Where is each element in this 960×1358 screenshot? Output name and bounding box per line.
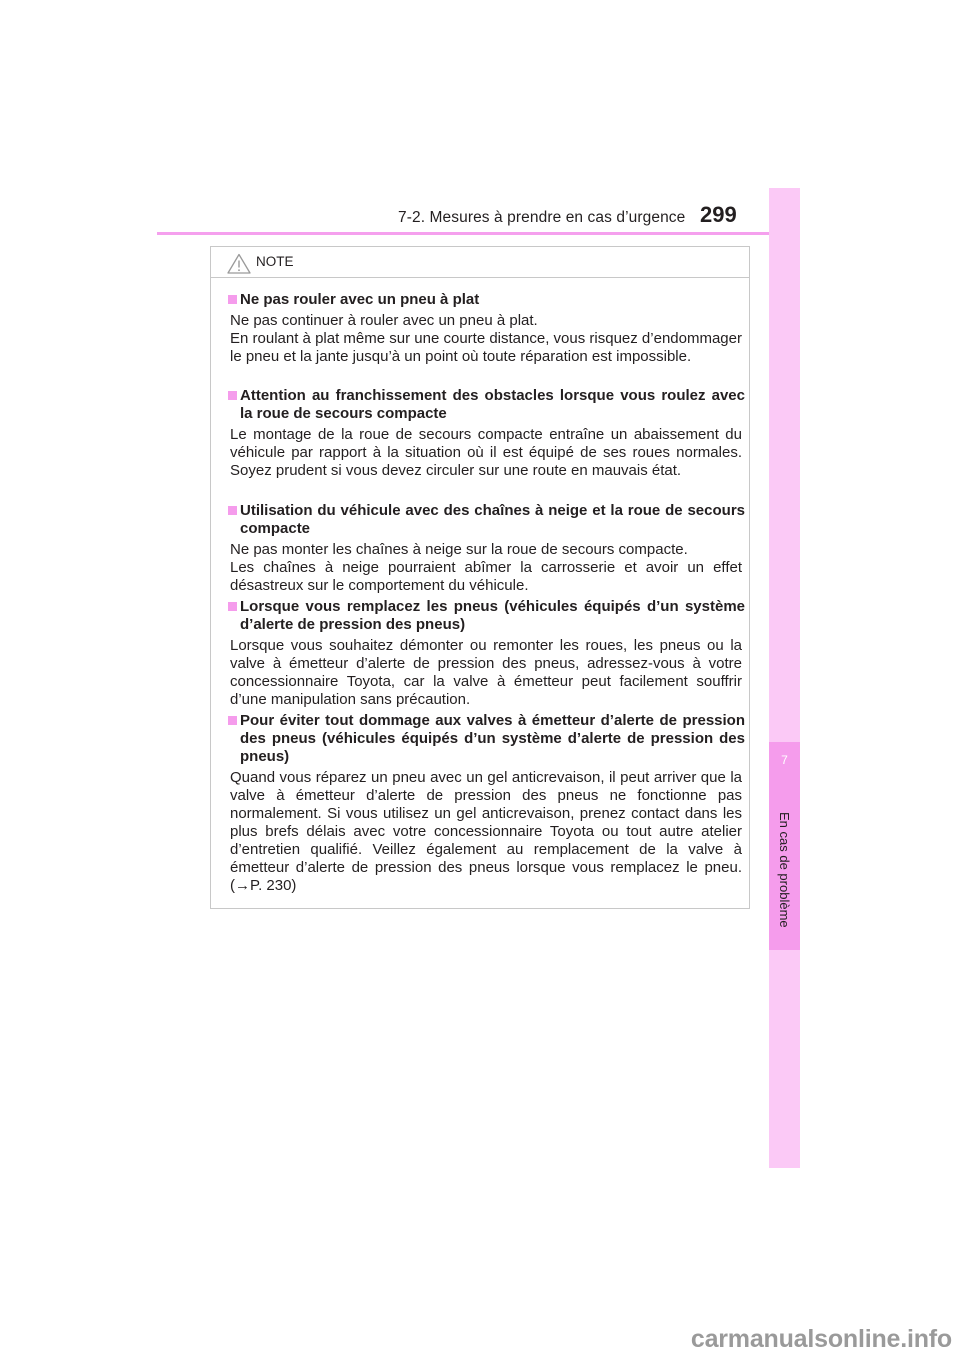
page-number: 299 (700, 202, 737, 227)
header-title: 7-2. Mesures à prendre en cas d’urgence (398, 209, 686, 226)
section-body (230, 769, 742, 895)
section-title-text: Attention au franchissement des obstacles lorsque vous roulez avec la roue de secours compacte (240, 387, 745, 422)
note-header (211, 247, 749, 278)
note-section (211, 502, 751, 595)
warning-triangle-icon (227, 253, 251, 274)
chapter-number: 7 (781, 753, 788, 767)
note-box (210, 246, 750, 909)
section-bullet (228, 716, 237, 725)
section-body (230, 426, 742, 480)
section-paragraph: Le montage de la roue de secours compacte entraîne un abaissement du véhicule par rapport à la situation où il est équipé de ses roues normales. Soyez prudent si vous devez circuler sur une route en mauvais état. (230, 426, 742, 479)
section-body (230, 637, 742, 709)
section-title-text: Utilisation du véhicule avec des chaînes à neige et la roue de secours compacte (240, 502, 745, 537)
section-title-text: Ne pas rouler avec un pneu à plat (240, 291, 480, 308)
note-section (211, 291, 751, 366)
note-label: NOTE (256, 254, 294, 269)
note-section (211, 387, 751, 480)
section-body (230, 312, 742, 366)
section-title (228, 502, 745, 538)
chapter-title: En cas de problème (777, 812, 792, 928)
watermark: carmanualsonline.info (690, 1325, 952, 1353)
section-title (228, 291, 745, 309)
section-paragraph: Lorsque vous souhaitez démonter ou remonter les roues, les pneus ou la valve à émetteur d’alerte de pression des pneus, adressez-vous à votre concessionnaire Toyota, car la valve à émetteur peut facilement souffrir d’une manipulation sans précaution. (230, 637, 742, 708)
section-title (228, 598, 745, 634)
section-paragraph: Ne pas monter les chaînes à neige sur la roue de secours compacte. (230, 541, 688, 558)
section-title (228, 712, 745, 766)
section-title-text: Lorsque vous remplacez les pneus (véhicules équipés d’un système d’alerte de pression des pneus) (240, 598, 745, 633)
section-body (230, 541, 742, 595)
section-paragraph: En roulant à plat même sur une courte distance, vous risquez d’endommager le pneu et la jante jusqu’à un point où toute réparation est impossible. (230, 330, 742, 365)
section-bullet (228, 391, 237, 400)
section-title (228, 387, 745, 423)
section-paragraph: Quand vous réparez un pneu avec un gel anticrevaison, il peut arriver que la valve à émetteur d’alerte de pression des pneus ne fonctionne pas normalement. Si vous utilisez un gel anticrevaison, prenez contact dans les plus brefs délais avec votre concessionnaire Toyota ou tout autre atelier d’entretien qualifié. Veillez également au remplacement de la valve à émetteur d’alerte de pression des pneus lorsque vous remplacez le pneu. (→P. 230) (230, 769, 742, 894)
side-tab (769, 188, 800, 1168)
note-section (211, 598, 751, 709)
section-bullet (228, 506, 237, 515)
section-bullet (228, 602, 237, 611)
section-paragraph: Ne pas continuer à rouler avec un pneu à plat. (230, 312, 538, 329)
header-rule (157, 232, 800, 235)
note-section (211, 712, 751, 895)
section-paragraph: Les chaînes à neige pourraient abîmer la carrosserie et avoir un effet désastreux sur le comportement du véhicule. (230, 559, 742, 594)
section-bullet (228, 295, 237, 304)
section-title-text: Pour éviter tout dommage aux valves à émetteur d’alerte de pression des pneus (véhicules équipés d’un système d’alerte de pression des pneus) (240, 712, 745, 765)
